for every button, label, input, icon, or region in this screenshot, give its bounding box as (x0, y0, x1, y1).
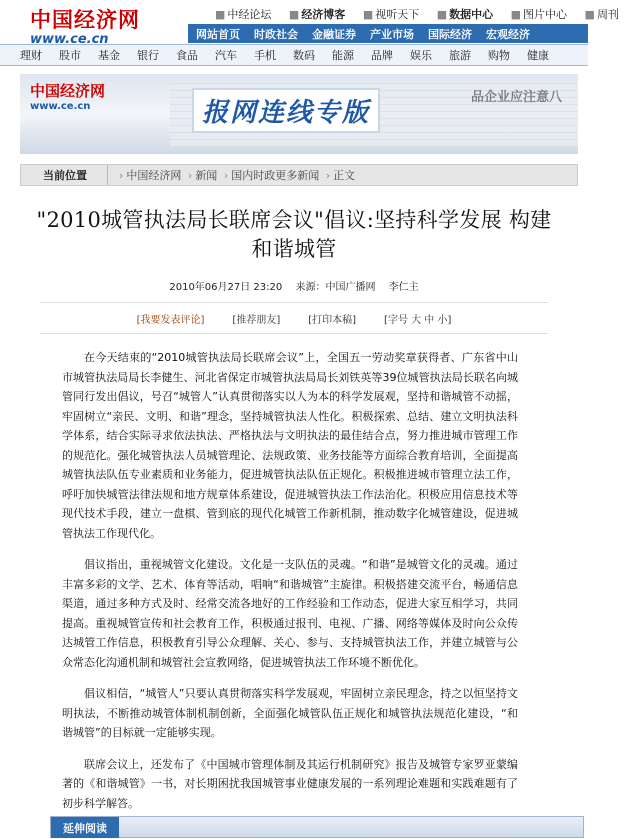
related-reading-tab[interactable]: 延伸阅读 (51, 817, 119, 838)
square-icon: ■ (362, 8, 374, 21)
article-paragraph: 倡议指出，重视城管文化建设。文化是一支队伍的灵魂。“和谐”是城管文化的灵魂。通过丰富多彩的文学、艺术、体育等活动，唱响“和谐城管”主旋律。积极搭建交流平台，畅通信息渠道，通过多种方式及时、经常交流各地好的工作经验和工作动态，促进大家互相学习，共同提高。重视城管宣传和社会教育工作，积极通过报刊、电视、广播、网络等媒体及时向公众传达城管工作信息，积极教育引导公众理解、关心、参与、支持城管执法工作，并建立城管与公众常态化沟通机制和城管社会宣教网络，促进城管执法工作环境不断优化。 (62, 558, 518, 669)
banner-logo (30, 80, 105, 112)
breadcrumb-label: 当前位置 (21, 165, 108, 185)
article-paragraph: 在今天结束的“2010城管执法局长联席会议”上，全国五一劳动奖章获得者、广东省中山市城管执法局局长李健生、河北省保定市城管执法局局长刘铁英等39位城管执法局长联名向城管同行发出倡议，号召“城管人”认真贯彻落实以人为本的科学发展观，坚持和谐城管不动摇，牢固树立“亲民、文明、和谐”理念，坚持城管执法人性化。积极探索、总结、建立文明执法科学体系，结合实际寻求依法执法、严格执法与文明执法的最佳结合点，努力推进城市管理工作的规范化。强化城管执法人员城管理论、法规政策、业务技能等方面综合教育培训，全面提高城管执法队伍专业素质和业务能力，促进城管执法队伍正规化。积极推进城市管理立法工作，呼吁加快城管法律法规和地方规章体系建设，促进城管执法工作法治化。积极应用信息技术等现代技术手段，建立一盘棋、管到底的现代化城管工作新机制，推动数字化城管建设，促进城管执法工作现代化。 (62, 351, 518, 540)
sub-nav-item[interactable]: 能源 (332, 49, 354, 62)
square-icon: ■ (436, 8, 448, 21)
main-nav-item[interactable]: 金融证券 (312, 27, 356, 41)
main-nav-item[interactable]: 宏观经济 (486, 27, 530, 41)
article-body (62, 348, 518, 813)
main-nav-item[interactable]: 国际经济 (428, 27, 472, 41)
main-nav-item[interactable]: 时政社会 (254, 27, 298, 41)
main-nav (188, 24, 588, 43)
sub-nav-item[interactable]: 健康 (527, 49, 549, 62)
square-icon: ■ (215, 8, 226, 21)
article-author: 李仁主 (388, 282, 419, 293)
sub-nav-item[interactable]: 银行 (137, 49, 159, 62)
article-tools (0, 311, 588, 326)
top-link-data[interactable]: ■ 数据中心 (436, 8, 494, 21)
square-icon: ■ (510, 8, 522, 21)
sub-nav-item[interactable]: 手机 (254, 49, 276, 62)
breadcrumb-item[interactable]: 新闻 (195, 169, 218, 182)
sub-nav-item[interactable]: 汽车 (215, 49, 237, 62)
print-link[interactable]: [打印本稿] (308, 315, 357, 326)
logo-cn: 中国经济网 (30, 7, 140, 32)
font-size-control[interactable]: [字号 大 中 小] (384, 315, 452, 326)
top-link-forum[interactable]: ■ 中经论坛 (215, 8, 272, 21)
main-nav-item[interactable]: 产业市场 (370, 27, 414, 41)
square-icon: ■ (288, 8, 300, 21)
article-source: 来源：中国广播网 (295, 282, 376, 293)
sub-nav-item[interactable]: 数码 (293, 49, 315, 62)
divider (40, 302, 548, 303)
breadcrumb-items (108, 167, 355, 183)
sub-nav-item[interactable]: 股市 (59, 49, 81, 62)
article-paragraph: 倡议相信，“城管人”只要认真贯彻落实科学发展观，牢固树立亲民理念，持之以恒坚持文明执法，不断推动城管体制机制创新，全面强化城管队伍正规化和城管执法规范化建设，“和谐城管”的目标就一定能够实现。 (62, 687, 518, 739)
sub-nav-item[interactable]: 理财 (20, 49, 42, 62)
chevron-right-icon: › (223, 169, 229, 182)
site-logo[interactable] (30, 4, 140, 47)
sub-nav-item[interactable]: 娱乐 (410, 49, 432, 62)
article-paragraph: 联席会议上，还发布了《中国城市管理体制及其运行机制研究》报告及城管专家罗亚蒙编著的《和谐城管》一书，对长期困扰我国城管事业健康发展的一系列理论难题和实践难题有了初步科学解答。 (62, 757, 518, 810)
sub-nav-item[interactable]: 食品 (176, 49, 198, 62)
sub-nav-item[interactable]: 品牌 (371, 49, 393, 62)
article-meta (0, 278, 588, 293)
comment-link[interactable]: [我要发表评论] (136, 315, 205, 326)
sub-nav-item[interactable]: 旅游 (449, 49, 471, 62)
logo-en: www.ce.cn (30, 32, 109, 47)
top-link-blog[interactable]: ■ 经济博客 (288, 8, 346, 21)
divider (40, 333, 548, 334)
chevron-right-icon: › (187, 169, 193, 182)
section-banner (20, 74, 578, 154)
banner-side-text: 品企业应注意八 (470, 90, 562, 105)
breadcrumb-item: 正文 (333, 169, 356, 182)
chevron-right-icon: › (119, 169, 124, 182)
top-link-video[interactable]: ■ 视听天下 (362, 8, 420, 21)
top-links (215, 6, 633, 22)
recommend-link[interactable]: [推荐朋友] (232, 315, 281, 326)
banner-logo-en: www.ce.cn (30, 101, 91, 112)
banner-title: 报网连线专版 (192, 88, 380, 133)
chevron-right-icon: › (325, 169, 331, 182)
breadcrumb (20, 164, 578, 186)
article-date: 2010年06月27日 23:20 (169, 282, 283, 293)
sub-nav (0, 44, 588, 66)
top-link-photo[interactable]: ■ 图片中心 (510, 8, 568, 21)
breadcrumb-item[interactable]: 中国经济网 (126, 169, 182, 182)
article-headline: "2010城管执法局长联席会议"倡议:坚持科学发展 构建和谐城管 (36, 208, 552, 261)
top-link-weekly[interactable]: ■ 周刊 (584, 8, 619, 21)
banner-logo-cn: 中国经济网 (30, 82, 106, 100)
sub-nav-item[interactable]: 购物 (488, 49, 510, 62)
square-icon: ■ (584, 8, 595, 21)
breadcrumb-item[interactable]: 国内时政更多新闻 (231, 169, 320, 182)
related-reading-bar (50, 816, 584, 838)
sub-nav-item[interactable]: 基金 (98, 49, 120, 62)
site-header (0, 0, 619, 47)
main-nav-item[interactable]: 网站首页 (196, 27, 240, 41)
